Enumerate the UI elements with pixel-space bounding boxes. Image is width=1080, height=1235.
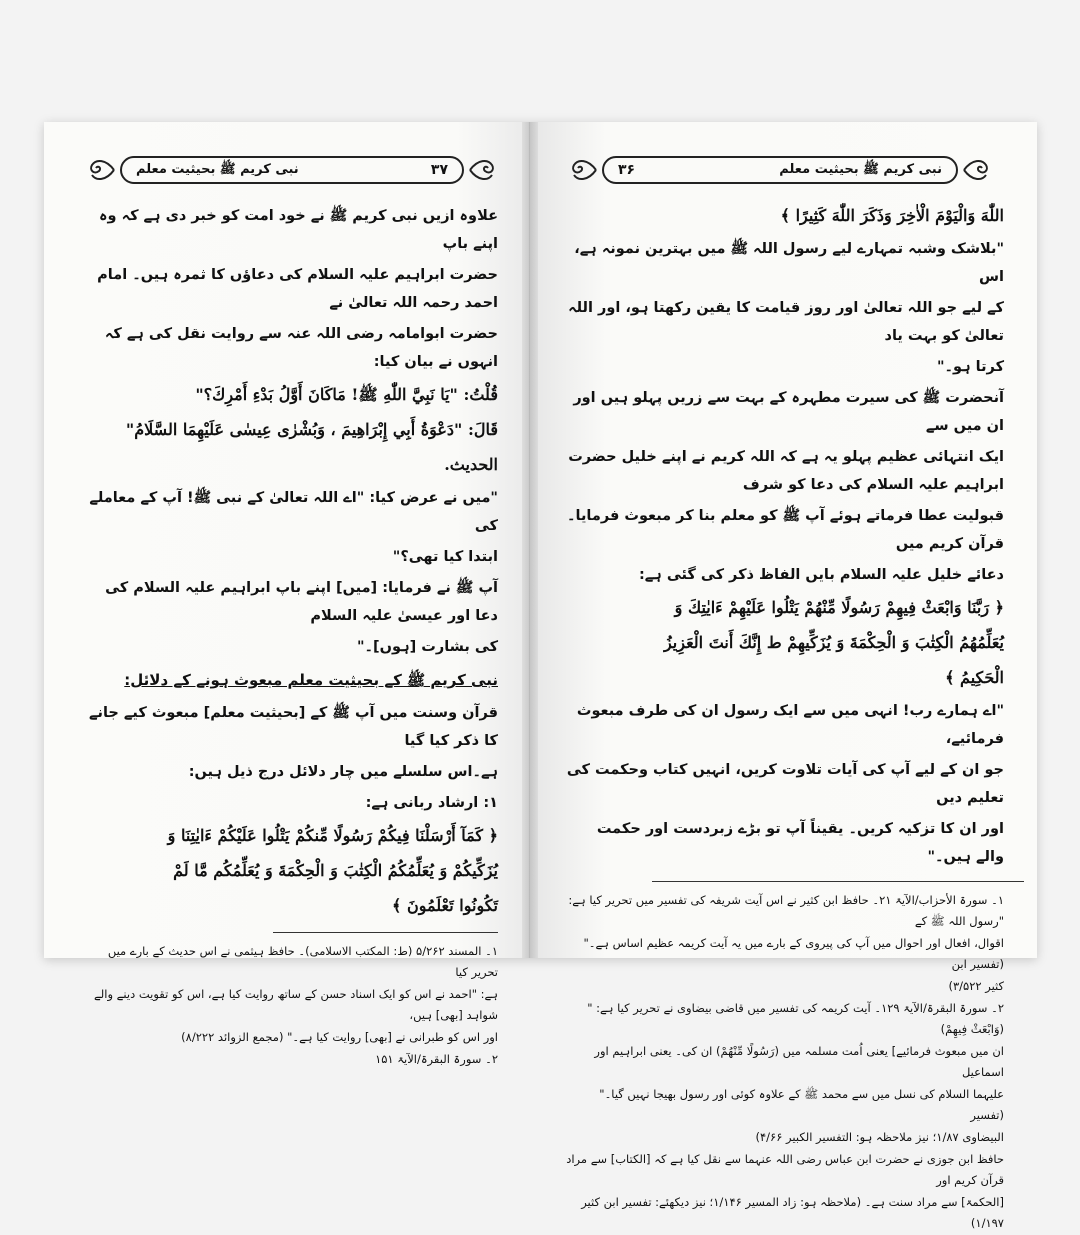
book-gutter	[522, 122, 538, 958]
footnote-line: کثیر ۳/۵۲۲)	[948, 979, 1004, 993]
quran-verse-line: يُعَلِّمُهُمُ الْكِتٰبَ وَ الْحِكْمَةَ وَ يُزَكِّيهِمْ ط إِنَّكَ أَنتَ الْعَزِيزُ	[663, 633, 1004, 652]
text-line: کرتا ہو۔"	[936, 359, 1004, 375]
header-box	[602, 156, 958, 184]
text-line: "بلاشک وشبہ تمہارے لیے رسول اللہ ﷺ میں بہترین نمونہ ہے، اس	[574, 241, 1004, 285]
text-line: حضرت ابوامامہ رضی اللہ عنہ سے روایت نقل کی ہے کہ انہوں نے بیان کیا:	[104, 326, 498, 370]
text-line: ایک انتہائی عظیم پہلو یہ ہے کہ اللہ کریم نے اپنے خلیل حضرت ابراہیم علیہ السلام کی دعا کو شرف	[568, 449, 1004, 493]
footnote-line: اور اس کو طبرانی نے [بھی] روایت کیا ہے۔" (مجمع الزوائد ۸/۲۲۲)	[181, 1030, 498, 1044]
left-ornament-icon	[570, 155, 598, 185]
text-line: کی بشارت [ہوں]۔"	[356, 639, 498, 655]
footnote-line: حافظ ابن جوزی نے حضرت ابن عباس رضی اللہ عنہما سے نقل کیا ہے کہ [الکتاب] سے مراد قرآن کریم اور	[566, 1152, 1004, 1187]
right-ornament-icon	[962, 155, 990, 185]
quran-verse-line: اللّٰهَ وَالْيَوْمَ الْاٰخِرَ وَذَكَرَ اللّٰهَ كَثِيرًا ﴾	[780, 206, 1004, 225]
left-page-header	[88, 152, 496, 188]
footnote-line: ۲۔ سورۃ البقرۃ/الآیۃ ۱۲۹۔ آیت کریمہ کی تفسیر میں قاضی بیضاوی نے تحریر کیا ہے: "(وَابْعَثْ فِيهِمْ)	[587, 1001, 1004, 1036]
quran-verse-line: الْحَكِيمُ ﴾	[945, 668, 1004, 687]
right-page-body	[566, 200, 1004, 1235]
footnote-line: علیہما السلام کی نسل میں سے محمد ﷺ کے علاوہ کوئی اور رسول بھیجا نہیں گیا۔" (تفسیر	[599, 1087, 1004, 1122]
footnote-divider	[273, 932, 499, 933]
left-page	[44, 122, 530, 1066]
text-line: "میں نے عرض کیا: "اے اللہ تعالیٰ کے نبی ﷺ! آپ کے معاملے کی	[89, 490, 498, 534]
quran-verse-line: ﴿ كَمَآ أَرْسَلْنَا فِيكُمْ رَسُولًا مِّنكُمْ يَتْلُوا عَلَيْكُمْ ءَايٰتِنَا وَ	[167, 826, 498, 845]
arabic-line: قَالَ: "دَعْوَةُ أَبِي إِبْرَاهِيمَ ، وَبُشْرٰى عِيسٰى عَلَيْهِمَا السَّلَامُ"	[125, 420, 498, 439]
text-line: ۱: ارشاد ربانی ہے:	[365, 795, 498, 811]
text-line: آنحضرت ﷺ کی سیرت مطہرہ کے بہت سے زریں پہلو ہیں اور ان میں سے	[573, 390, 1004, 434]
page-number: ۳۷	[430, 162, 448, 178]
left-ornament-icon	[88, 155, 116, 185]
text-line: قبولیت عطا فرماتے ہوئے آپ ﷺ کو معلم بنا کر مبعوث فرمایا۔ قرآن کریم میں	[567, 508, 1004, 552]
right-page	[530, 122, 1037, 1230]
text-line: اور ان کا تزکیہ کریں۔ یقیناً آپ تو بڑے زبردست اور حکمت والے ہیں۔"	[596, 821, 1004, 865]
section-heading: نبی کریم ﷺ کے بحیثیت معلم مبعوث ہونے کے دلائل:	[124, 671, 498, 689]
open-book	[44, 122, 1037, 1230]
text-line: آپ ﷺ نے فرمایا: [میں] اپنے باپ ابراہیم علیہ السلام کی دعا اور عیسیٰ علیہ السلام	[105, 580, 498, 624]
quran-verse-line: يُزَكِّيكُمْ وَ يُعَلِّمُكُمُ الْكِتٰبَ وَ الْحِكْمَةَ وَ يُعَلِّمُكُم مَّا لَمْ	[173, 861, 498, 880]
arabic-line: قُلْتُ: "يَا نَبِيَّ اللّٰهِ ﷺ! مَاكَانَ أَوَّلُ بَدْءِ أَمْرِكَ؟"	[195, 385, 498, 404]
page-number: ۳۶	[618, 162, 636, 178]
text-line: جو ان کے لیے آپ کی آیات تلاوت کریں، انہیں کتاب وحکمت کی تعلیم دیں	[566, 762, 1004, 806]
text-line: ہے۔اس سلسلے میں چار دلائل درج ذیل ہیں:	[188, 764, 498, 780]
quran-verse-line: تَكُونُوا تَعْلَمُونَ ﴾	[392, 896, 498, 915]
footnote-line: البیضاوی ۱/۸۷؛ نیز ملاحظہ ہو: التفسیر الکبیر ۴/۶۶)	[755, 1130, 1004, 1144]
arabic-line: الحديث.	[444, 455, 498, 474]
footnote-line: ۱۔ المسند ۵/۲۶۲ (ط: المکتب الاسلامی)۔ حافظ ہیثمی نے اس حدیث کے بارے میں تحریر کیا	[107, 944, 498, 979]
footnote-line: ۱۔ سورۃ الأحزاب/الآیۃ ۲۱۔ حافظ ابن کثیر نے اس آیت شریفہ کی تفسیر میں تحریر کیا ہے: "رسول اللہ ﷺ کے	[568, 893, 1004, 928]
text-line: کے لیے جو اللہ تعالیٰ اور روز قیامت کا یقین رکھتا ہو، اور اللہ تعالیٰ کو بہت یاد	[568, 300, 1004, 344]
footnote-line: ہے: "احمد نے اس کو ایک اسناد حسن کے ساتھ روایت کیا ہے، اس کو تقویت دینے والے شواہد [بھی] ہیں،	[94, 987, 498, 1022]
left-page-body	[88, 202, 498, 1071]
right-page-header	[570, 152, 990, 188]
footnote-line: ان میں مبعوث فرمائیے] یعنی اُمت مسلمہ میں (رَسُولًا مِّنْهُمْ) ان کی۔ یعنی ابراہیم اور اسماعیل	[594, 1044, 1004, 1079]
right-ornament-icon	[468, 155, 496, 185]
footnote-line: ۲۔ سورۃ البقرۃ/الآیۃ ۱۵۱	[375, 1052, 498, 1066]
footnote-line: اقوال، افعال اور احوال میں آپ کی پیروی کے بارے میں یہ آیت کریمہ عظیم اساس ہے۔" (تفسیر ابن	[583, 936, 1004, 971]
quran-verse-line: ﴿ رَبَّنَا وَابْعَثْ فِيهِمْ رَسُولًا مِّنْهُمْ يَتْلُوا عَلَيْهِمْ ءَايٰتِكَ وَ	[674, 598, 1004, 617]
running-title: نبی کریم ﷺ بحیثیت معلم	[136, 161, 299, 177]
text-line: قرآن وسنت میں آپ ﷺ کے [بحیثیت معلم] مبعوث کیے جانے کا ذکر کیا گیا	[89, 705, 498, 749]
text-line: "اے ہمارے رب! انہی میں سے ایک رسول ان کی طرف مبعوث فرمائیے،	[576, 703, 1004, 747]
text-line: حضرت ابراہیم علیہ السلام کی دعاؤں کا ثمرہ ہیں۔ امام احمد رحمہ اللہ تعالیٰ نے	[97, 267, 498, 311]
footnote-line: [الحکمۃ] سے مراد سنت ہے۔ (ملاحظہ ہو: زاد المسیر ۱/۱۴۶؛ نیز دیکھئے: تفسیر ابن کثیر ۱/۱۹۷)	[581, 1195, 1004, 1230]
footnote-divider	[652, 881, 1024, 882]
text-line: دعائے خلیل علیہ السلام بایں الفاظ ذکر کی گئی ہے:	[639, 567, 1004, 583]
text-line: علاوہ ازیں نبی کریم ﷺ نے خود امت کو خبر دی ہے کہ وہ اپنے باپ	[99, 208, 498, 252]
running-title: نبی کریم ﷺ بحیثیت معلم	[779, 161, 942, 177]
text-line: ابتدا کیا تھی؟"	[392, 549, 498, 565]
header-box	[120, 156, 464, 184]
